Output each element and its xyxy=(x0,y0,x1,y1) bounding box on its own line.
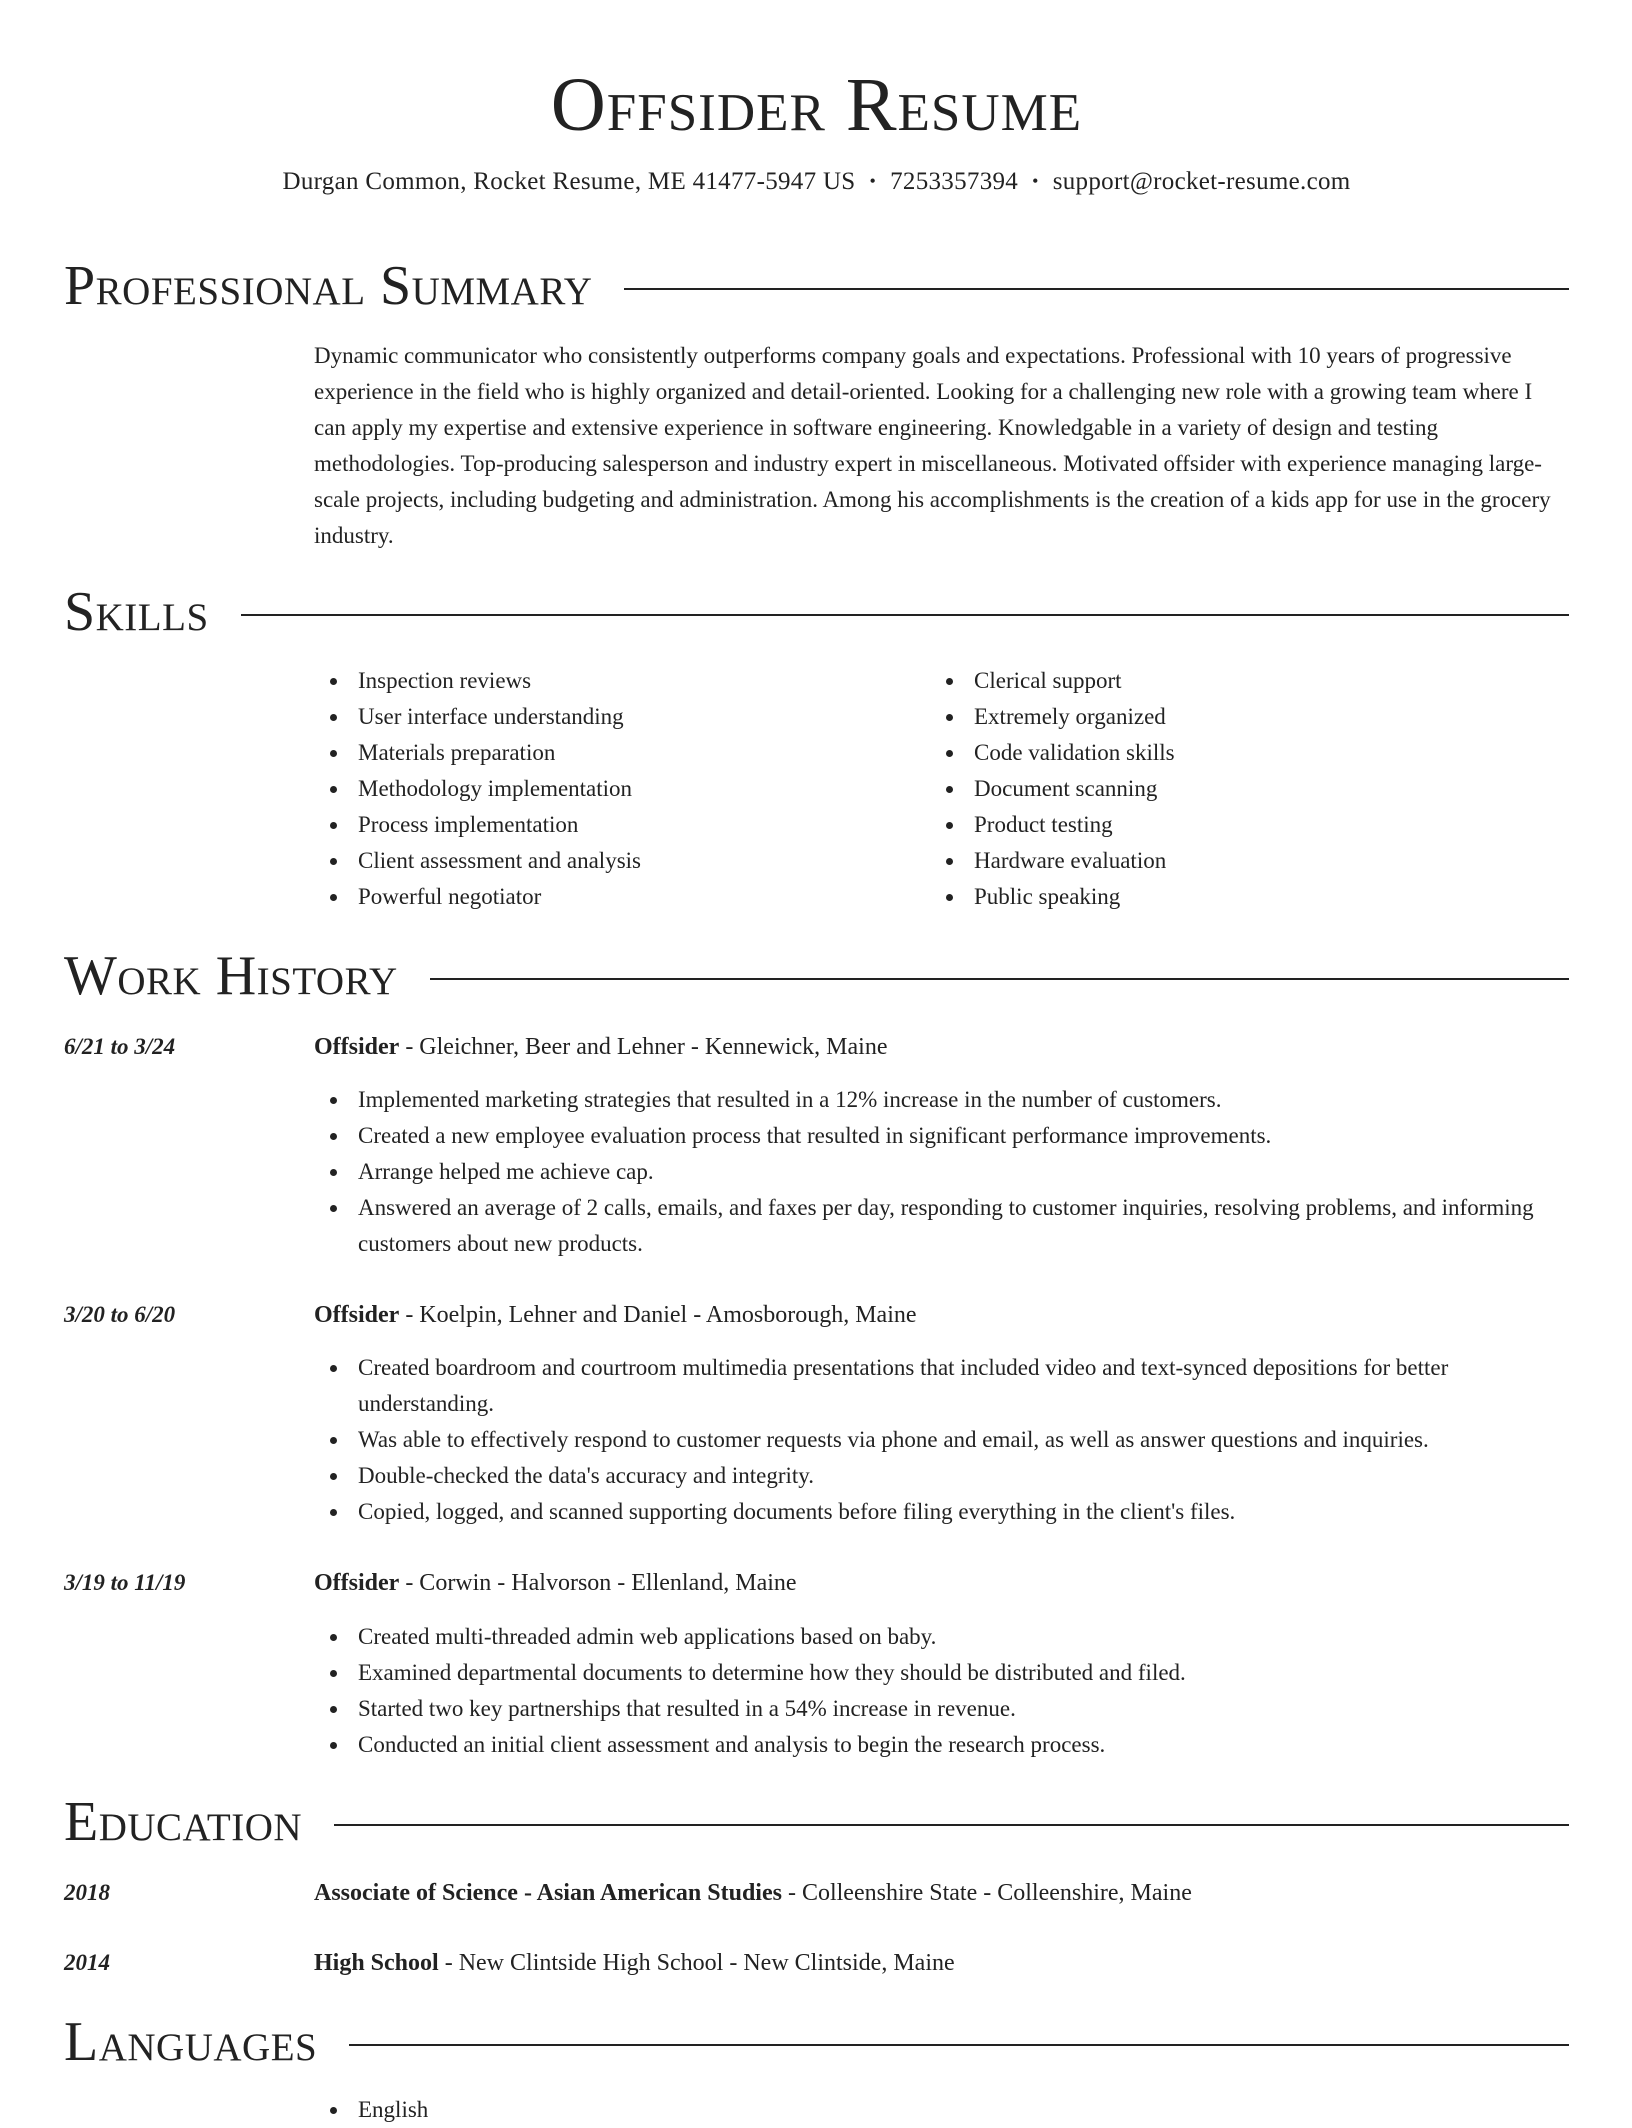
job-dates: 3/19 to 11/19 xyxy=(64,1570,186,1595)
job-details: - Gleichner, Beer and Lehner - Kennewick, Maine xyxy=(399,1034,888,1060)
contact-phone: 7253357394 xyxy=(890,168,1019,195)
job-bullet: Implemented marketing strategies that resulted in a 12% increase in the number of customers. xyxy=(314,1082,1569,1118)
job-role: Offsider xyxy=(314,1570,400,1596)
summary-text: Dynamic communicator who consistently outperforms company goals and expectations. Professional with 10 years of progressive experience in the field who is highly organized and detail-oriented. Looking for a challenging new role with a growing team where I can apply my expertise and extensive experience in software engineering. Knowledgable in a variety of design and testing methodologies. Top-producing salesperson and industry expert in miscellaneous. Motivated offsider with experience managing large-scale projects, including budgeting and administration. Among his accomplishments is the creation of a kids app for use in the grocery industry. xyxy=(314,343,1551,548)
section-divider xyxy=(430,978,1569,980)
job-role: Offsider xyxy=(314,1302,400,1328)
education-year: 2014 xyxy=(64,1950,110,1975)
skill-item: Materials preparation xyxy=(314,735,930,771)
job-bullet: Created multi-threaded admin web applications based on baby. xyxy=(314,1619,1569,1655)
education-section-title: Education xyxy=(64,1791,303,1853)
job-details: - Koelpin, Lehner and Daniel - Amosborough, Maine xyxy=(399,1302,917,1328)
job-title xyxy=(314,1297,1569,1333)
skills-columns xyxy=(314,663,1569,915)
languages-section-title: Languages xyxy=(64,2011,318,2073)
section-divider xyxy=(334,1824,1569,1826)
separator-dot: • xyxy=(1032,171,1039,191)
education-entry xyxy=(314,1945,1569,1981)
skill-item: User interface understanding xyxy=(314,699,930,735)
skills-list-left xyxy=(314,663,930,915)
skills-section-title: Skills xyxy=(64,581,209,643)
skill-item: Public speaking xyxy=(930,879,1546,915)
job-bullet: Arrange helped me achieve cap. xyxy=(314,1154,1569,1190)
job-bullet: Examined departmental documents to determine how they should be distributed and filed. xyxy=(314,1655,1569,1691)
skill-item: Methodology implementation xyxy=(314,771,930,807)
work-section-header xyxy=(64,946,1569,1006)
skill-item: Client assessment and analysis xyxy=(314,843,930,879)
education-entry xyxy=(314,1875,1569,1911)
education-degree: Associate of Science - Asian American Studies xyxy=(314,1880,782,1906)
job-bullets xyxy=(314,1619,1569,1763)
skill-item: Powerful negotiator xyxy=(314,879,930,915)
language-item: English xyxy=(314,2092,1569,2128)
languages-list xyxy=(314,2092,1569,2128)
summary-section-header xyxy=(64,256,1569,316)
job-bullet: Created a new employee evaluation process that resulted in significant performance improvements. xyxy=(314,1118,1569,1154)
job-bullet: Answered an average of 2 calls, emails, and faxes per day, responding to customer inquiries, resolving problems, and informing customers about new products. xyxy=(314,1190,1569,1262)
job-bullet: Conducted an initial client assessment and analysis to begin the research process. xyxy=(314,1727,1569,1763)
skill-item: Product testing xyxy=(930,807,1546,843)
job-dates: 3/20 to 6/20 xyxy=(64,1302,176,1327)
education-details: - Colleenshire State - Colleenshire, Maine xyxy=(781,1880,1192,1906)
job-bullet: Started two key partnerships that resulted in a 54% increase in revenue. xyxy=(314,1691,1569,1727)
education-section-header xyxy=(64,1792,1569,1852)
job-bullet: Double-checked the data's accuracy and integrity. xyxy=(314,1458,1569,1494)
skill-item: Hardware evaluation xyxy=(930,843,1546,879)
job-dates: 6/21 to 3/24 xyxy=(64,1034,176,1059)
skill-item: Code validation skills xyxy=(930,735,1546,771)
contact-email: support@rocket-resume.com xyxy=(1052,168,1351,195)
skill-item: Document scanning xyxy=(930,771,1546,807)
separator-dot: • xyxy=(869,171,877,191)
education-degree: High School xyxy=(314,1950,439,1976)
job-bullet: Was able to effectively respond to customer requests via phone and email, as well as answer questions and inquiries. xyxy=(314,1422,1569,1458)
work-section-title: Work History xyxy=(64,945,398,1007)
job-bullet: Created boardroom and courtroom multimedia presentations that included video and text-synced depositions for better understanding. xyxy=(314,1350,1569,1422)
job-bullets xyxy=(314,1350,1569,1530)
section-divider xyxy=(624,288,1569,290)
skill-item: Inspection reviews xyxy=(314,663,930,699)
languages-section-header xyxy=(64,2012,1569,2072)
skills-section-header xyxy=(64,582,1569,642)
education-details: - New Clintside High School - New Clintside, Maine xyxy=(438,1950,955,1976)
skill-item: Process implementation xyxy=(314,807,930,843)
job-details: - Corwin - Halvorson - Ellenland, Maine xyxy=(399,1570,797,1596)
skill-item: Clerical support xyxy=(930,663,1546,699)
summary-section-title: Professional Summary xyxy=(64,255,593,317)
resume-title: Offsider Resume xyxy=(550,63,1083,147)
job-bullets xyxy=(314,1082,1569,1262)
skills-list-right xyxy=(930,663,1546,915)
job-role: Offsider xyxy=(314,1034,400,1060)
resume-page xyxy=(64,0,1569,2122)
education-year: 2018 xyxy=(64,1880,110,1905)
job-title xyxy=(314,1029,1569,1065)
section-divider xyxy=(241,614,1569,616)
job-title xyxy=(314,1565,1569,1601)
skill-item: Extremely organized xyxy=(930,699,1546,735)
contact-address: Durgan Common, Rocket Resume, ME 41477-5947 US xyxy=(282,168,856,195)
contact-line xyxy=(64,166,1569,197)
job-bullet: Copied, logged, and scanned supporting documents before filing everything in the client's files. xyxy=(314,1494,1569,1530)
section-divider xyxy=(349,2044,1569,2046)
